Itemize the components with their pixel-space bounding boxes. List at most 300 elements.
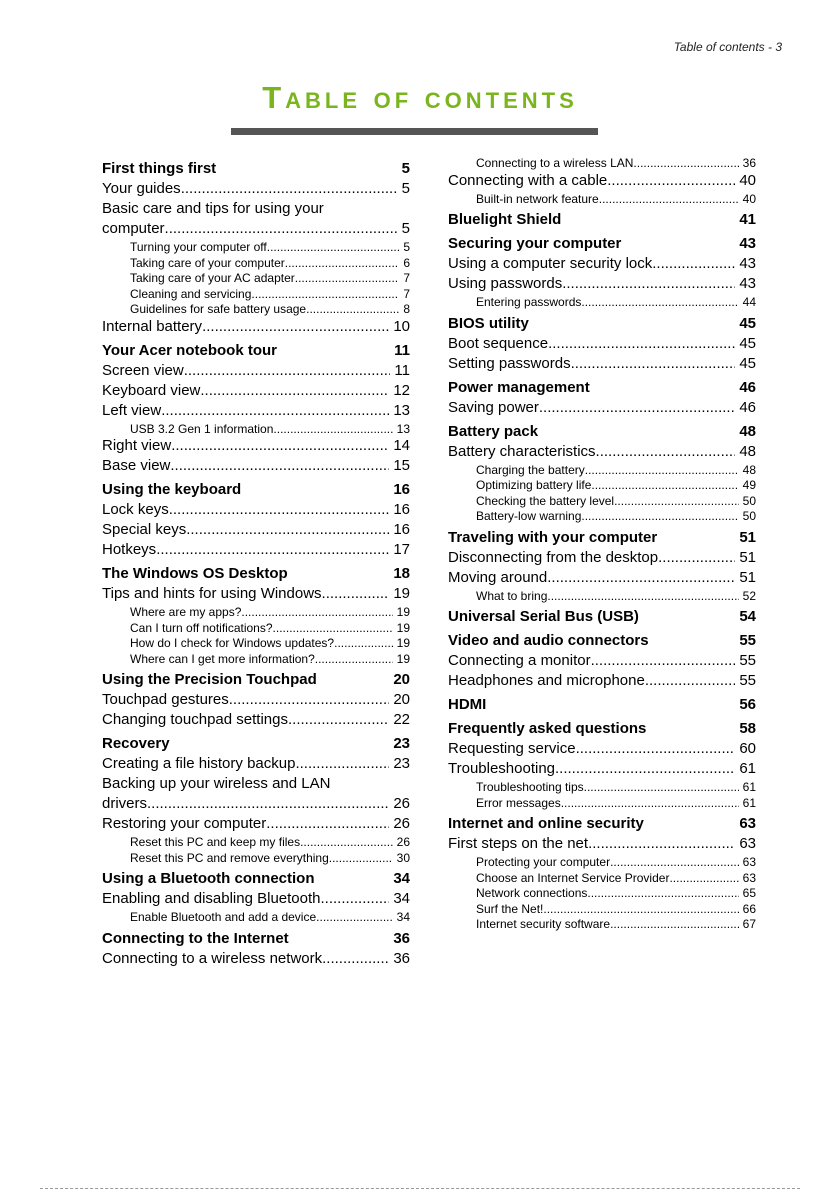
toc-page-number: 19 bbox=[396, 605, 410, 619]
toc-entry-title: Checking the battery level bbox=[476, 493, 615, 508]
toc-page-number: 17 bbox=[393, 541, 410, 558]
toc-entry-title: Boot sequence bbox=[448, 334, 549, 352]
toc-dot-leader bbox=[547, 589, 738, 603]
toc-chapter-entry[interactable] bbox=[102, 342, 410, 362]
toc-entry-title: Optimizing battery life bbox=[476, 478, 592, 492]
toc-section-entry[interactable] bbox=[448, 569, 756, 589]
toc-page-number: 5 bbox=[403, 240, 410, 254]
toc-page-number: 41 bbox=[739, 211, 756, 228]
toc-page-number: 34 bbox=[393, 870, 410, 887]
toc-dot-leader bbox=[171, 437, 389, 454]
toc-chapter-entry[interactable] bbox=[102, 930, 410, 950]
toc-page-number: 19 bbox=[393, 585, 410, 602]
toc-entry-title: Keyboard view bbox=[102, 381, 201, 399]
toc-subsection-entry[interactable] bbox=[448, 156, 756, 172]
toc-entry-title: Connecting to the Internet bbox=[102, 929, 289, 947]
toc-dot-leader bbox=[202, 318, 389, 335]
toc-entry-title: Bluelight Shield bbox=[448, 211, 562, 228]
toc-chapter-entry[interactable] bbox=[102, 870, 410, 890]
toc-chapter-entry[interactable] bbox=[102, 671, 410, 691]
toc-chapter-entry[interactable] bbox=[448, 315, 756, 335]
toc-page-number: 36 bbox=[393, 949, 410, 967]
toc-subsection-entry[interactable] bbox=[102, 271, 410, 287]
toc-entry-title: Using passwords bbox=[448, 275, 563, 292]
toc-dot-leader bbox=[161, 402, 389, 419]
toc-section-entry[interactable] bbox=[448, 760, 756, 780]
toc-page-number: 14 bbox=[393, 437, 410, 454]
toc-dot-leader bbox=[334, 636, 393, 650]
toc-dot-leader bbox=[576, 740, 736, 757]
toc-dot-leader bbox=[186, 521, 389, 538]
toc-page-number: 5 bbox=[401, 160, 410, 177]
toc-page-number: 7 bbox=[403, 271, 410, 285]
toc-page-number: 5 bbox=[401, 180, 410, 197]
toc-entry-title: Disconnecting from the desktop bbox=[448, 548, 659, 566]
toc-entry-title: Saving power bbox=[448, 398, 539, 416]
toc-dot-leader bbox=[329, 851, 393, 865]
toc-page-number: 58 bbox=[739, 720, 756, 737]
toc-entry-title: Turning your computer off bbox=[130, 240, 267, 254]
toc-chapter-entry[interactable] bbox=[448, 235, 756, 255]
toc-subsection-entry[interactable] bbox=[102, 910, 410, 926]
toc-dot-leader bbox=[273, 422, 392, 436]
toc-entry-title: Reset this PC and keep my files bbox=[130, 835, 301, 849]
toc-chapter-entry[interactable] bbox=[102, 735, 410, 755]
toc-entry-title: Video and audio connectors bbox=[448, 632, 649, 649]
toc-entry-title: Protecting your computer bbox=[476, 855, 611, 869]
toc-entry-title: Entering passwords bbox=[476, 295, 582, 309]
toc-section-entry[interactable] bbox=[448, 172, 756, 192]
toc-entry-title: Touchpad gestures bbox=[102, 691, 229, 708]
toc-dot-leader bbox=[147, 795, 389, 812]
toc-chapter-entry[interactable] bbox=[448, 379, 756, 399]
toc-section-entry[interactable] bbox=[448, 740, 756, 760]
toc-page-number: 63 bbox=[742, 855, 756, 869]
toc-entry-title: How do I check for Windows updates? bbox=[130, 636, 335, 650]
toc-entry-title: Lock keys bbox=[102, 501, 169, 518]
toc-section-entry[interactable] bbox=[448, 255, 756, 275]
toc-section-entry[interactable] bbox=[448, 672, 756, 692]
toc-page-number: 65 bbox=[742, 886, 756, 900]
toc-dot-leader bbox=[633, 156, 738, 170]
toc-page-number: 20 bbox=[393, 691, 410, 708]
toc-page-number: 52 bbox=[742, 588, 756, 603]
toc-dot-leader bbox=[169, 501, 390, 518]
toc-dot-leader bbox=[273, 621, 393, 635]
toc-subsection-entry[interactable] bbox=[448, 796, 756, 812]
toc-dot-leader bbox=[599, 192, 739, 206]
toc-page-number: 63 bbox=[742, 870, 756, 885]
toc-entry-title: Troubleshooting tips bbox=[476, 780, 584, 794]
toc-section-entry[interactable] bbox=[102, 180, 410, 200]
toc-entry-title: Setting passwords bbox=[448, 354, 571, 372]
toc-entry-title: Using a computer security lock bbox=[448, 255, 653, 272]
toc-entry-title: Battery-low warning bbox=[476, 509, 582, 523]
toc-page-number: 48 bbox=[742, 462, 756, 477]
toc-entry-title: Error messages bbox=[476, 795, 561, 810]
toc-dot-leader bbox=[266, 815, 389, 832]
toc-entry-title: Connecting to a wireless LAN bbox=[476, 156, 634, 170]
toc-entry-title: Connecting with a cable bbox=[448, 171, 608, 189]
toc-subsection-entry[interactable] bbox=[448, 902, 756, 918]
toc-section-entry[interactable] bbox=[448, 652, 756, 672]
toc-page-number: 19 bbox=[396, 620, 410, 635]
page-title: Table of contents bbox=[262, 80, 578, 115]
toc-page-number: 40 bbox=[742, 191, 756, 206]
toc-entry-title: Traveling with your computer bbox=[448, 528, 658, 546]
toc-entry-title: Tips and hints for using Windows bbox=[102, 585, 322, 602]
toc-page-number: 23 bbox=[393, 755, 410, 772]
toc-section-entry[interactable] bbox=[102, 501, 410, 521]
toc-dot-leader bbox=[585, 463, 739, 477]
toc-section-entry[interactable] bbox=[102, 457, 410, 477]
toc-section-entry[interactable] bbox=[102, 775, 410, 815]
toc-page-number: 16 bbox=[393, 521, 410, 538]
toc-dot-leader bbox=[539, 399, 735, 416]
toc-entry-title: Troubleshooting bbox=[448, 760, 556, 777]
toc-chapter-entry[interactable] bbox=[448, 696, 756, 716]
toc-chapter-entry[interactable] bbox=[448, 608, 756, 628]
toc-entry-title: Using a Bluetooth connection bbox=[102, 870, 315, 887]
toc-entry-title-line2: computer bbox=[102, 220, 165, 237]
toc-entry-title: Taking care of your AC adapter bbox=[130, 271, 295, 285]
toc-subsection-entry[interactable] bbox=[448, 589, 756, 605]
toc-entry-title: USB 3.2 Gen 1 information bbox=[130, 421, 274, 436]
toc-subsection-entry[interactable] bbox=[448, 463, 756, 479]
toc-page-number: 66 bbox=[742, 901, 756, 916]
toc-entry-title: Charging the battery bbox=[476, 462, 585, 477]
toc-dot-leader bbox=[658, 549, 735, 566]
toc-dot-leader bbox=[295, 271, 400, 285]
toc-dot-leader bbox=[241, 605, 392, 619]
toc-page-number: 49 bbox=[742, 478, 756, 492]
toc-section-entry[interactable] bbox=[448, 835, 756, 855]
toc-dot-leader bbox=[548, 335, 735, 352]
toc-page-number: 61 bbox=[739, 760, 756, 777]
toc-section-entry[interactable] bbox=[102, 382, 410, 402]
toc-section-entry[interactable] bbox=[102, 755, 410, 775]
toc-dot-leader bbox=[322, 585, 390, 602]
toc-subsection-entry[interactable] bbox=[102, 652, 410, 668]
toc-dot-leader bbox=[610, 917, 739, 931]
toc-section-entry[interactable] bbox=[102, 711, 410, 731]
toc-entry-title: Creating a file history backup bbox=[102, 755, 296, 772]
toc-page-number: 40 bbox=[739, 171, 756, 189]
toc-entry-title: Special keys bbox=[102, 521, 187, 538]
toc-dot-leader bbox=[200, 382, 389, 399]
toc-subsection-entry[interactable] bbox=[102, 240, 410, 256]
toc-page-number: 22 bbox=[393, 711, 410, 728]
toc-entry-title: Restoring your computer bbox=[102, 815, 267, 832]
toc-page-number: 13 bbox=[396, 421, 410, 436]
toc-dot-leader bbox=[295, 755, 389, 772]
toc-entry-title: Screen view bbox=[102, 361, 184, 379]
toc-subsection-entry[interactable] bbox=[102, 621, 410, 637]
toc-entry-title: Base view bbox=[102, 457, 171, 474]
toc-entry-title: Using the Precision Touchpad bbox=[102, 671, 317, 688]
toc-page-number: 46 bbox=[739, 378, 756, 396]
toc-page-number: 50 bbox=[742, 509, 756, 523]
toc-page-number: 54 bbox=[739, 608, 756, 625]
toc-dot-leader bbox=[547, 569, 735, 586]
toc-entry-title: First things first bbox=[102, 160, 217, 177]
toc-section-entry[interactable] bbox=[102, 521, 410, 541]
toc-page-number: 44 bbox=[742, 295, 756, 309]
toc-entry-title: What to bring bbox=[476, 588, 548, 603]
toc-section-entry[interactable] bbox=[448, 275, 756, 295]
toc-chapter-entry[interactable] bbox=[448, 815, 756, 835]
toc-dot-leader bbox=[581, 295, 738, 309]
toc-entry-title: BIOS utility bbox=[448, 314, 529, 332]
toc-page-number: 7 bbox=[403, 286, 410, 301]
toc-entry-title: Internal battery bbox=[102, 317, 203, 335]
toc-chapter-entry[interactable] bbox=[448, 720, 756, 740]
toc-entry-title: Connecting to a wireless network bbox=[102, 949, 323, 967]
toc-page-number: 63 bbox=[739, 815, 756, 832]
toc-entry-title: Headphones and microphone bbox=[448, 672, 645, 689]
toc-dot-leader bbox=[316, 910, 392, 924]
toc-subsection-entry[interactable] bbox=[102, 636, 410, 652]
toc-subsection-entry[interactable] bbox=[102, 287, 410, 303]
toc-section-entry[interactable] bbox=[102, 437, 410, 457]
toc-subsection-entry[interactable] bbox=[448, 871, 756, 887]
toc-page-number: 15 bbox=[393, 457, 410, 474]
toc-chapter-entry[interactable] bbox=[448, 423, 756, 443]
toc-entry-title: First steps on the net bbox=[448, 835, 589, 852]
toc-page-number: 16 bbox=[393, 481, 410, 498]
toc-page-number: 5 bbox=[401, 220, 410, 237]
toc-dot-leader bbox=[584, 780, 739, 794]
toc-section-entry[interactable] bbox=[102, 815, 410, 835]
toc-subsection-entry[interactable] bbox=[448, 509, 756, 525]
toc-entry-title: Can I turn off notifications? bbox=[130, 620, 273, 635]
toc-entry-title: Right view bbox=[102, 437, 172, 454]
toc-page-number: 55 bbox=[739, 672, 756, 689]
toc-page-number: 26 bbox=[393, 795, 410, 812]
toc-dot-leader bbox=[315, 652, 393, 666]
toc-entry-title-line1: Basic care and tips for using your bbox=[102, 200, 324, 217]
toc-section-entry[interactable] bbox=[102, 890, 410, 910]
toc-page-number: 45 bbox=[739, 334, 756, 352]
toc-page-number: 6 bbox=[403, 255, 410, 270]
toc-dot-leader bbox=[610, 855, 739, 869]
toc-dot-leader bbox=[614, 494, 739, 508]
toc-section-entry[interactable] bbox=[102, 691, 410, 711]
toc-dot-leader bbox=[543, 902, 738, 916]
toc-section-entry[interactable] bbox=[448, 443, 756, 463]
toc-page-number: 46 bbox=[739, 398, 756, 416]
toc-page-number: 34 bbox=[396, 910, 410, 924]
toc-entry-title: Battery characteristics bbox=[448, 442, 596, 460]
toc-dot-leader bbox=[322, 950, 389, 967]
toc-subsection-entry[interactable] bbox=[102, 835, 410, 851]
toc-page-number: 50 bbox=[742, 493, 756, 508]
toc-subsection-entry[interactable] bbox=[448, 780, 756, 796]
toc-chapter-entry[interactable] bbox=[102, 160, 410, 180]
toc-entry-title: Internet security software bbox=[476, 917, 611, 931]
toc-page-number: 26 bbox=[393, 815, 410, 832]
toc-page-number: 10 bbox=[393, 317, 410, 335]
toc-entry-title: Your Acer notebook tour bbox=[102, 341, 278, 359]
toc-dot-leader bbox=[321, 890, 390, 907]
toc-right-column bbox=[448, 156, 756, 933]
toc-page-number: 55 bbox=[739, 632, 756, 649]
toc-entry-title: Frequently asked questions bbox=[448, 720, 647, 737]
toc-chapter-entry[interactable] bbox=[448, 529, 756, 549]
toc-entry-title: Enable Bluetooth and add a device bbox=[130, 910, 317, 924]
toc-page-number: 43 bbox=[739, 275, 756, 292]
toc-entry-title: Power management bbox=[448, 378, 590, 396]
toc-page-number: 60 bbox=[739, 740, 756, 757]
toc-entry-title: Internet and online security bbox=[448, 815, 644, 832]
toc-entry-title: Battery pack bbox=[448, 422, 539, 440]
toc-subsection-entry[interactable] bbox=[102, 605, 410, 621]
toc-section-entry[interactable] bbox=[102, 585, 410, 605]
toc-subsection-entry[interactable] bbox=[448, 192, 756, 208]
toc-entry-title: Guidelines for safe battery usage bbox=[130, 302, 307, 316]
toc-dot-leader bbox=[285, 256, 400, 270]
toc-entry-title: Using the keyboard bbox=[102, 481, 242, 498]
toc-dot-leader bbox=[184, 362, 391, 379]
toc-page-number: 43 bbox=[739, 235, 756, 252]
toc-subsection-entry[interactable] bbox=[448, 478, 756, 494]
toc-section-entry[interactable] bbox=[102, 362, 410, 382]
title-rule bbox=[231, 128, 598, 135]
toc-section-entry[interactable] bbox=[102, 318, 410, 338]
running-header: Table of contents - 3 bbox=[673, 40, 782, 54]
toc-entry-title: Left view bbox=[102, 401, 162, 419]
toc-page-number: 13 bbox=[393, 401, 410, 419]
footer-rule bbox=[40, 1188, 800, 1190]
toc-dot-leader bbox=[288, 711, 389, 728]
toc-dot-leader bbox=[669, 871, 738, 885]
toc-page-number: 51 bbox=[739, 528, 756, 546]
toc-entry-title: Cleaning and servicing bbox=[130, 286, 252, 301]
toc-dot-leader bbox=[251, 287, 399, 301]
toc-entry-title: Recovery bbox=[102, 735, 170, 752]
toc-page-number: 61 bbox=[742, 795, 756, 810]
toc-page-number: 19 bbox=[396, 651, 410, 666]
toc-entry-title: Choose an Internet Service Provider bbox=[476, 870, 670, 885]
toc-entry-line2 bbox=[102, 220, 410, 240]
toc-entry-title: Built-in network feature bbox=[476, 191, 599, 206]
toc-entry-title-line1: Backing up your wireless and LAN bbox=[102, 775, 331, 792]
toc-page-number: 36 bbox=[742, 156, 756, 170]
toc-page-number: 43 bbox=[739, 255, 756, 272]
toc-page-number: 51 bbox=[739, 548, 756, 566]
toc-section-entry[interactable] bbox=[448, 399, 756, 419]
toc-entry-title: Taking care of your computer bbox=[130, 255, 285, 270]
toc-page-number: 30 bbox=[396, 850, 410, 865]
toc-entry-title: Where are my apps? bbox=[130, 605, 242, 619]
toc-entry-title: Universal Serial Bus (USB) bbox=[448, 608, 639, 625]
toc-page-number: 67 bbox=[742, 917, 756, 931]
toc-page-number: 45 bbox=[739, 354, 756, 372]
toc-section-entry[interactable] bbox=[102, 402, 410, 422]
toc-page-number: 23 bbox=[393, 735, 410, 752]
toc-page-number: 61 bbox=[742, 780, 756, 794]
toc-section-entry[interactable] bbox=[102, 541, 410, 561]
toc-dot-leader bbox=[596, 443, 736, 460]
toc-entry-title: Where can I get more information? bbox=[130, 651, 315, 666]
toc-subsection-entry[interactable] bbox=[448, 886, 756, 902]
toc-section-entry[interactable] bbox=[102, 200, 410, 240]
toc-page-number: 51 bbox=[739, 568, 756, 586]
toc-entry-title: Hotkeys bbox=[102, 541, 157, 558]
toc-dot-leader bbox=[267, 240, 400, 254]
toc-page-number: 56 bbox=[739, 696, 756, 713]
toc-subsection-entry[interactable] bbox=[102, 302, 410, 318]
toc-page-number: 26 bbox=[396, 835, 410, 849]
toc-dot-leader bbox=[588, 835, 735, 852]
toc-dot-leader bbox=[652, 255, 735, 272]
toc-chapter-entry[interactable] bbox=[448, 211, 756, 231]
toc-page-number: 8 bbox=[403, 302, 410, 316]
toc-page-number: 12 bbox=[393, 381, 410, 399]
toc-entry-title: Enabling and disabling Bluetooth bbox=[102, 890, 321, 907]
toc-subsection-entry[interactable] bbox=[102, 256, 410, 272]
toc-dot-leader bbox=[300, 835, 393, 849]
toc-subsection-entry[interactable] bbox=[102, 851, 410, 867]
toc-entry-title: Surf the Net! bbox=[476, 901, 544, 916]
toc-dot-leader bbox=[645, 672, 736, 689]
toc-chapter-entry[interactable] bbox=[102, 565, 410, 585]
toc-page-number: 20 bbox=[393, 671, 410, 688]
toc-page-number: 55 bbox=[739, 652, 756, 669]
toc-subsection-entry[interactable] bbox=[448, 295, 756, 311]
toc-page-number: 36 bbox=[393, 929, 410, 947]
toc-subsection-entry[interactable] bbox=[102, 422, 410, 438]
toc-entry-title: Reset this PC and remove everything bbox=[130, 850, 329, 865]
toc-page-number: 19 bbox=[396, 636, 410, 650]
toc-entry-title: The Windows OS Desktop bbox=[102, 565, 288, 582]
toc-dot-leader bbox=[165, 220, 398, 237]
toc-subsection-entry[interactable] bbox=[448, 494, 756, 510]
toc-entry-title-line2: drivers bbox=[102, 795, 148, 812]
toc-entry-title: Securing your computer bbox=[448, 235, 622, 252]
toc-dot-leader bbox=[306, 302, 399, 316]
toc-page-number: 48 bbox=[739, 442, 756, 460]
toc-entry-line2 bbox=[102, 795, 410, 815]
toc-dot-leader bbox=[591, 652, 736, 669]
toc-dot-leader bbox=[571, 355, 736, 372]
toc-page-number: 16 bbox=[393, 501, 410, 518]
toc-chapter-entry[interactable] bbox=[448, 632, 756, 652]
toc-chapter-entry[interactable] bbox=[102, 481, 410, 501]
toc-section-entry[interactable] bbox=[448, 335, 756, 355]
toc-entry-title: Connecting a monitor bbox=[448, 652, 591, 669]
toc-dot-leader bbox=[170, 457, 389, 474]
toc-dot-leader bbox=[561, 796, 739, 810]
toc-entry-title: Requesting service bbox=[448, 740, 576, 757]
toc-section-entry[interactable] bbox=[448, 355, 756, 375]
toc-dot-leader bbox=[562, 275, 735, 292]
toc-dot-leader bbox=[181, 180, 398, 197]
toc-entry-title: Your guides bbox=[102, 180, 181, 197]
toc-dot-leader bbox=[229, 691, 390, 708]
toc-section-entry[interactable] bbox=[448, 549, 756, 569]
toc-subsection-entry[interactable] bbox=[448, 855, 756, 871]
toc-page-number: 11 bbox=[394, 361, 410, 379]
toc-entry-title: Network connections bbox=[476, 886, 588, 900]
toc-left-column bbox=[102, 156, 410, 970]
toc-dot-leader bbox=[587, 886, 738, 900]
toc-page-number: 34 bbox=[393, 890, 410, 907]
toc-entry-title: HDMI bbox=[448, 696, 487, 713]
toc-page-number: 11 bbox=[394, 341, 410, 359]
toc-section-entry[interactable] bbox=[102, 950, 410, 970]
toc-subsection-entry[interactable] bbox=[448, 917, 756, 933]
